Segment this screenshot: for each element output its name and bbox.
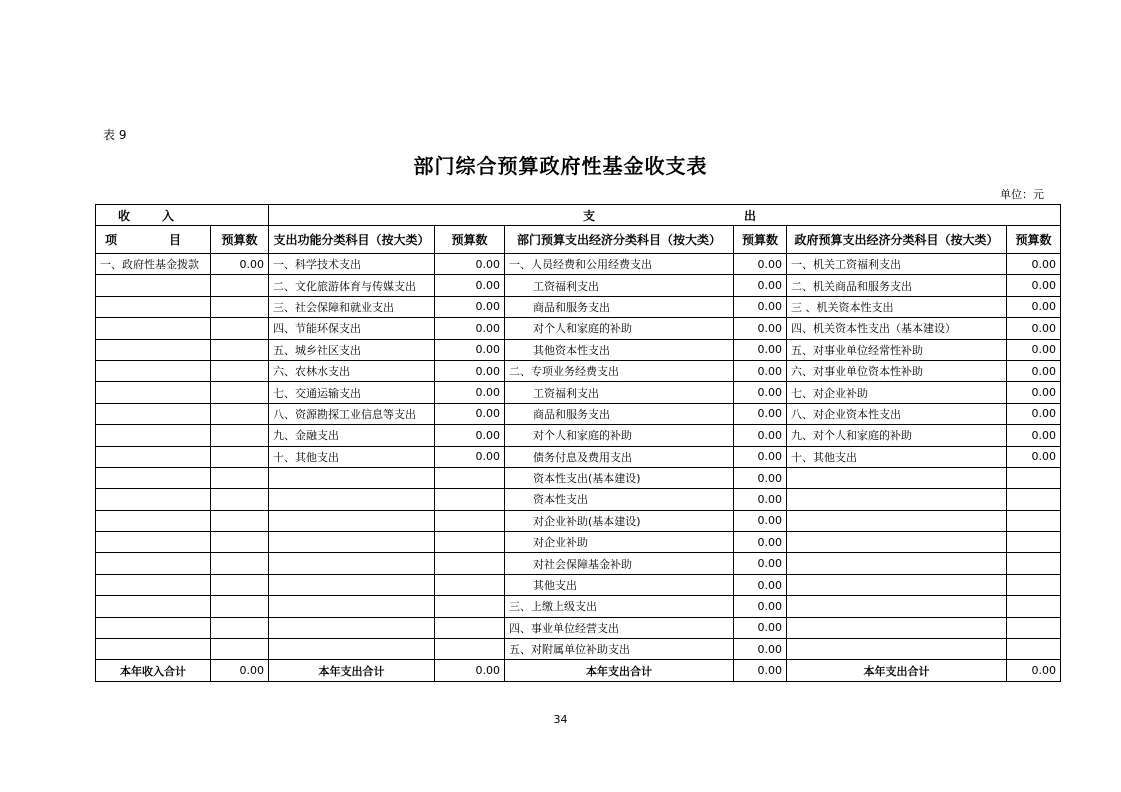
- gov-item-cell: [787, 639, 1007, 660]
- function-item-cell: 十、其他支出: [269, 446, 435, 467]
- col-budget-gov: 预算数: [1007, 226, 1061, 254]
- dept-total-value: 0.00: [734, 660, 787, 681]
- gov-budget-cell: 0.00: [1007, 425, 1061, 446]
- dept-budget-cell: 0.00: [734, 596, 787, 617]
- table-row: [96, 446, 1061, 467]
- table-row: [96, 296, 1061, 317]
- income-budget-cell: [211, 617, 269, 638]
- income-budget-cell: [211, 639, 269, 660]
- function-item-cell: 六、农林水支出: [269, 360, 435, 381]
- function-budget-cell: [435, 532, 505, 553]
- income-group-header: [96, 205, 269, 226]
- gov-item-cell: [787, 553, 1007, 574]
- function-budget-cell: [435, 574, 505, 595]
- income-budget-cell: [211, 360, 269, 381]
- table-row: [96, 510, 1061, 531]
- totals-row: [96, 660, 1061, 681]
- function-item-cell: [269, 489, 435, 510]
- income-budget-cell: [211, 467, 269, 488]
- dept-budget-cell: 0.00: [734, 467, 787, 488]
- function-item-cell: [269, 553, 435, 574]
- gov-budget-cell: 0.00: [1007, 360, 1061, 381]
- gov-budget-cell: 0.00: [1007, 382, 1061, 403]
- income-budget-cell: [211, 425, 269, 446]
- gov-budget-cell: [1007, 639, 1061, 660]
- function-budget-cell: [435, 510, 505, 531]
- dept-item-cell: 五、对附属单位补助支出: [505, 639, 734, 660]
- col-item: 项 目: [96, 226, 211, 254]
- function-total-label: 本年支出合计: [269, 660, 435, 681]
- income-item-cell: [96, 617, 211, 638]
- table-row: [96, 425, 1061, 446]
- dept-item-cell: 对个人和家庭的补助: [505, 318, 734, 339]
- gov-item-cell: [787, 510, 1007, 531]
- table-row: [96, 639, 1061, 660]
- income-item-cell: [96, 318, 211, 339]
- function-item-cell: 八、资源勘探工业信息等支出: [269, 403, 435, 424]
- table-row: [96, 467, 1061, 488]
- gov-budget-cell: 0.00: [1007, 339, 1061, 360]
- function-budget-cell: 0.00: [435, 403, 505, 424]
- budget-table: [95, 204, 1061, 682]
- dept-item-cell: 对企业补助: [505, 532, 734, 553]
- function-budget-cell: 0.00: [435, 382, 505, 403]
- function-item-cell: [269, 596, 435, 617]
- table-row: [96, 617, 1061, 638]
- dept-budget-cell: 0.00: [734, 254, 787, 275]
- function-item-cell: [269, 510, 435, 531]
- income-item-cell: [96, 339, 211, 360]
- function-total-value: 0.00: [435, 660, 505, 681]
- gov-item-cell: 七、对企业补助: [787, 382, 1007, 403]
- gov-budget-cell: 0.00: [1007, 318, 1061, 339]
- table-number: 表 9: [103, 128, 127, 142]
- income-budget-cell: 0.00: [211, 254, 269, 275]
- dept-item-cell: 二、专项业务经费支出: [505, 360, 734, 381]
- dept-budget-cell: 0.00: [734, 339, 787, 360]
- function-budget-cell: [435, 467, 505, 488]
- income-budget-cell: [211, 296, 269, 317]
- dept-item-cell: 其他资本性支出: [505, 339, 734, 360]
- dept-budget-cell: 0.00: [734, 360, 787, 381]
- gov-item-cell: 三 、机关资本性支出: [787, 296, 1007, 317]
- table-row: [96, 339, 1061, 360]
- table-row: [96, 532, 1061, 553]
- gov-item-cell: [787, 596, 1007, 617]
- dept-item-cell: 资本性支出: [505, 489, 734, 510]
- income-budget-cell: [211, 446, 269, 467]
- income-item-cell: [96, 403, 211, 424]
- gov-budget-cell: 0.00: [1007, 446, 1061, 467]
- function-item-cell: 九、金融支出: [269, 425, 435, 446]
- gov-total-value: 0.00: [1007, 660, 1061, 681]
- col-gov-economic-category: 政府预算支出经济分类科目（按大类）: [787, 226, 1007, 254]
- page-number: 34: [553, 713, 568, 726]
- gov-budget-cell: [1007, 553, 1061, 574]
- function-item-cell: [269, 574, 435, 595]
- income-budget-cell: [211, 403, 269, 424]
- gov-item-cell: 十、其他支出: [787, 446, 1007, 467]
- dept-budget-cell: 0.00: [734, 489, 787, 510]
- header-row-group: [96, 205, 1061, 226]
- dept-budget-cell: 0.00: [734, 275, 787, 296]
- dept-budget-cell: 0.00: [734, 403, 787, 424]
- income-total-value: 0.00: [211, 660, 269, 681]
- income-budget-cell: [211, 532, 269, 553]
- table-row: [96, 574, 1061, 595]
- dept-budget-cell: 0.00: [734, 382, 787, 403]
- dept-budget-cell: 0.00: [734, 532, 787, 553]
- gov-item-cell: [787, 532, 1007, 553]
- function-item-cell: [269, 639, 435, 660]
- income-item-cell: [96, 360, 211, 381]
- gov-item-cell: [787, 489, 1007, 510]
- gov-item-cell: [787, 467, 1007, 488]
- table-row: [96, 275, 1061, 296]
- table-row: [96, 360, 1061, 381]
- income-budget-cell: [211, 339, 269, 360]
- dept-item-cell: 四、事业单位经营支出: [505, 617, 734, 638]
- gov-budget-cell: [1007, 489, 1061, 510]
- gov-item-cell: [787, 574, 1007, 595]
- function-budget-cell: 0.00: [435, 296, 505, 317]
- function-item-cell: [269, 532, 435, 553]
- dept-total-label: 本年支出合计: [505, 660, 734, 681]
- gov-item-cell: 九、对个人和家庭的补助: [787, 425, 1007, 446]
- function-budget-cell: [435, 639, 505, 660]
- income-item-cell: [96, 489, 211, 510]
- income-item-cell: [96, 275, 211, 296]
- income-budget-cell: [211, 510, 269, 531]
- gov-budget-cell: [1007, 510, 1061, 531]
- income-item-cell: [96, 446, 211, 467]
- income-budget-cell: [211, 489, 269, 510]
- income-item-cell: [96, 574, 211, 595]
- table-row: [96, 382, 1061, 403]
- expense-group-char-2: 出: [743, 208, 756, 223]
- col-budget-dept: 预算数: [734, 226, 787, 254]
- gov-item-cell: 四、机关资本性支出（基本建设）: [787, 318, 1007, 339]
- function-budget-cell: 0.00: [435, 425, 505, 446]
- dept-item-cell: 债务付息及费用支出: [505, 446, 734, 467]
- gov-budget-cell: [1007, 532, 1061, 553]
- income-item-cell: [96, 467, 211, 488]
- function-item-cell: [269, 617, 435, 638]
- income-item-cell: [96, 639, 211, 660]
- dept-item-cell: 对社会保障基金补助: [505, 553, 734, 574]
- function-budget-cell: 0.00: [435, 318, 505, 339]
- function-budget-cell: [435, 489, 505, 510]
- gov-item-cell: 一、机关工资福利支出: [787, 254, 1007, 275]
- income-budget-cell: [211, 382, 269, 403]
- table-row: [96, 318, 1061, 339]
- dept-item-cell: 对个人和家庭的补助: [505, 425, 734, 446]
- function-item-cell: 一、科学技术支出: [269, 254, 435, 275]
- income-item-cell: [96, 382, 211, 403]
- dept-budget-cell: 0.00: [734, 574, 787, 595]
- function-item-cell: [269, 467, 435, 488]
- table-body: [96, 254, 1061, 660]
- header-row-columns: [96, 226, 1061, 254]
- col-budget-function: 预算数: [435, 226, 505, 254]
- expense-group-header: [269, 205, 1061, 226]
- dept-budget-cell: 0.00: [734, 296, 787, 317]
- dept-item-cell: 三、上缴上级支出: [505, 596, 734, 617]
- table-row: [96, 553, 1061, 574]
- gov-budget-cell: [1007, 467, 1061, 488]
- table-row: [96, 403, 1061, 424]
- income-item-cell: 一、政府性基金拨款: [96, 254, 211, 275]
- dept-item-cell: 商品和服务支出: [505, 296, 734, 317]
- gov-item-cell: 五、对事业单位经常性补助: [787, 339, 1007, 360]
- table-row: [96, 489, 1061, 510]
- income-item-cell: [96, 553, 211, 574]
- function-item-cell: 四、节能环保支出: [269, 318, 435, 339]
- function-budget-cell: [435, 553, 505, 574]
- dept-item-cell: 其他支出: [505, 574, 734, 595]
- dept-item-cell: 对企业补助(基本建设): [505, 510, 734, 531]
- function-item-cell: 二、文化旅游体育与传媒支出: [269, 275, 435, 296]
- table-row: [96, 596, 1061, 617]
- gov-budget-cell: 0.00: [1007, 403, 1061, 424]
- gov-item-cell: [787, 617, 1007, 638]
- dept-item-cell: 工资福利支出: [505, 275, 734, 296]
- dept-budget-cell: 0.00: [734, 446, 787, 467]
- income-item-cell: [96, 510, 211, 531]
- function-budget-cell: 0.00: [435, 360, 505, 381]
- function-budget-cell: [435, 617, 505, 638]
- gov-budget-cell: 0.00: [1007, 254, 1061, 275]
- gov-budget-cell: 0.00: [1007, 296, 1061, 317]
- income-group-char-2: 入: [161, 208, 174, 223]
- income-item-cell: [96, 532, 211, 553]
- dept-item-cell: 一、人员经费和公用经费支出: [505, 254, 734, 275]
- function-item-cell: 五、城乡社区支出: [269, 339, 435, 360]
- gov-budget-cell: [1007, 596, 1061, 617]
- function-budget-cell: 0.00: [435, 339, 505, 360]
- dept-budget-cell: 0.00: [734, 510, 787, 531]
- dept-budget-cell: 0.00: [734, 318, 787, 339]
- income-budget-cell: [211, 574, 269, 595]
- dept-budget-cell: 0.00: [734, 617, 787, 638]
- income-item-cell: [96, 425, 211, 446]
- gov-budget-cell: 0.00: [1007, 275, 1061, 296]
- gov-item-cell: 二、机关商品和服务支出: [787, 275, 1007, 296]
- income-item-cell: [96, 596, 211, 617]
- col-function-category: 支出功能分类科目（按大类）: [269, 226, 435, 254]
- gov-item-cell: 六、对事业单位资本性补助: [787, 360, 1007, 381]
- unit-label: 单位：元: [1000, 188, 1044, 201]
- gov-budget-cell: [1007, 617, 1061, 638]
- income-group-char-1: 收: [118, 208, 131, 223]
- dept-item-cell: 商品和服务支出: [505, 403, 734, 424]
- function-budget-cell: 0.00: [435, 275, 505, 296]
- col-dept-economic-category: 部门预算支出经济分类科目（按大类）: [505, 226, 734, 254]
- income-budget-cell: [211, 318, 269, 339]
- dept-item-cell: 工资福利支出: [505, 382, 734, 403]
- function-item-cell: 三、社会保障和就业支出: [269, 296, 435, 317]
- dept-budget-cell: 0.00: [734, 639, 787, 660]
- dept-budget-cell: 0.00: [734, 425, 787, 446]
- function-budget-cell: [435, 596, 505, 617]
- dept-item-cell: 资本性支出(基本建设): [505, 467, 734, 488]
- table-row: [96, 254, 1061, 275]
- col-budget-income: 预算数: [211, 226, 269, 254]
- dept-budget-cell: 0.00: [734, 553, 787, 574]
- income-budget-cell: [211, 275, 269, 296]
- expense-group-char-1: 支: [583, 208, 596, 223]
- gov-total-label: 本年支出合计: [787, 660, 1007, 681]
- income-total-label: 本年收入合计: [96, 660, 211, 681]
- page-title: 部门综合预算政府性基金收支表: [413, 154, 708, 178]
- function-budget-cell: 0.00: [435, 254, 505, 275]
- gov-budget-cell: [1007, 574, 1061, 595]
- income-budget-cell: [211, 596, 269, 617]
- function-budget-cell: 0.00: [435, 446, 505, 467]
- income-item-cell: [96, 296, 211, 317]
- income-budget-cell: [211, 553, 269, 574]
- function-item-cell: 七、交通运输支出: [269, 382, 435, 403]
- gov-item-cell: 八、对企业资本性支出: [787, 403, 1007, 424]
